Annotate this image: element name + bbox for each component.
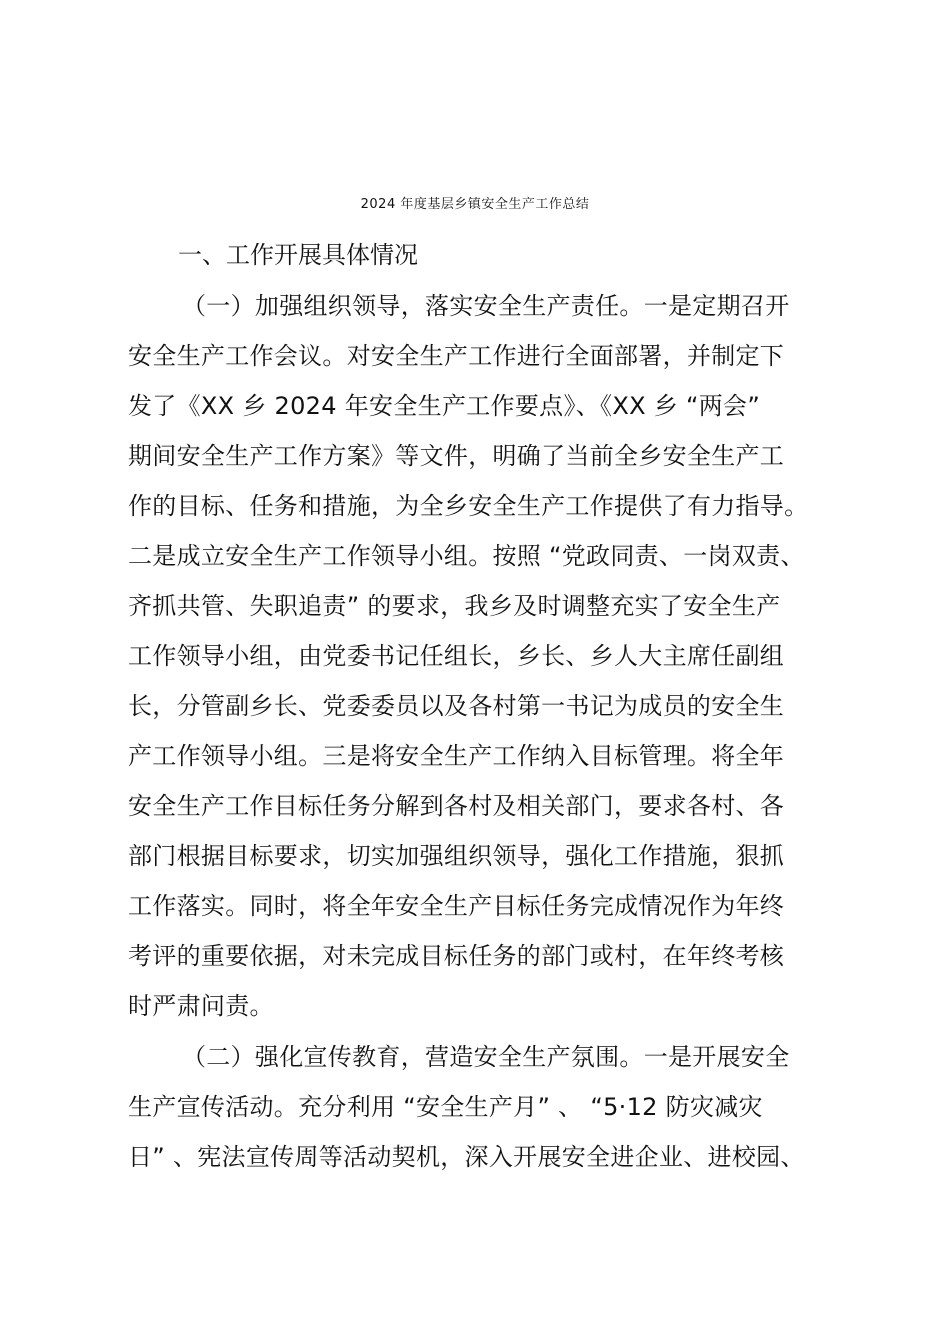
paragraph-line: 部门根据目标要求，切实加强组织领导，强化工作措施，狠抓	[128, 842, 785, 870]
paragraph-line: （二）强化宣传教育，营造安全生产氛围。一是开展安全	[182, 1043, 790, 1071]
paragraph-line: 工作落实。同时，将全年安全生产目标任务完成情况作为年终	[128, 892, 785, 920]
paragraph-line: 发了《XX 乡 2024 年安全生产工作要点》、《XX 乡 “两会”	[128, 392, 761, 420]
paragraph-line: 作的目标、任务和措施，为全乡安全生产工作提供了有力指导。	[128, 492, 809, 520]
document-title: 2024 年度基层乡镇安全生产工作总结	[360, 197, 590, 212]
paragraph-line: 考评的重要依据，对未完成目标任务的部门或村，在年终考核	[128, 942, 785, 970]
paragraph-line: 齐抓共管、失职追责” 的要求，我乡及时调整充实了安全生产	[128, 592, 781, 620]
paragraph-line: 安全生产工作目标任务分解到各村及相关部门，要求各村、各	[128, 792, 785, 820]
paragraph-line: 时严肃问责。	[128, 992, 274, 1020]
section-heading: 一、工作开展具体情况	[178, 241, 418, 269]
paragraph-line: 安全生产工作会议。对安全生产工作进行全面部署，并制定下	[128, 342, 785, 370]
paragraph-line: 工作领导小组，由党委书记任组长，乡长、乡人大主席任副组	[128, 642, 785, 670]
paragraph-line: 产工作领导小组。三是将安全生产工作纳入目标管理。将全年	[128, 742, 785, 770]
paragraph-line: 二是成立安全生产工作领导小组。按照 “党政同责、一岗双责、	[128, 542, 805, 570]
paragraph-line: （一）加强组织领导，落实安全生产责任。一是定期召开	[182, 292, 790, 320]
paragraph-line: 长，分管副乡长、党委委员以及各村第一书记为成员的安全生	[128, 692, 785, 720]
paragraph-line: 期间安全生产工作方案》等文件，明确了当前全乡安全生产工	[128, 442, 785, 470]
paragraph-line: 生产宣传活动。充分利用 “安全生产月” 、 “5·12 防灾减灾	[128, 1093, 763, 1121]
paragraph-line: 日” 、宪法宣传周等活动契机，深入开展安全进企业、进校园、	[128, 1143, 805, 1171]
